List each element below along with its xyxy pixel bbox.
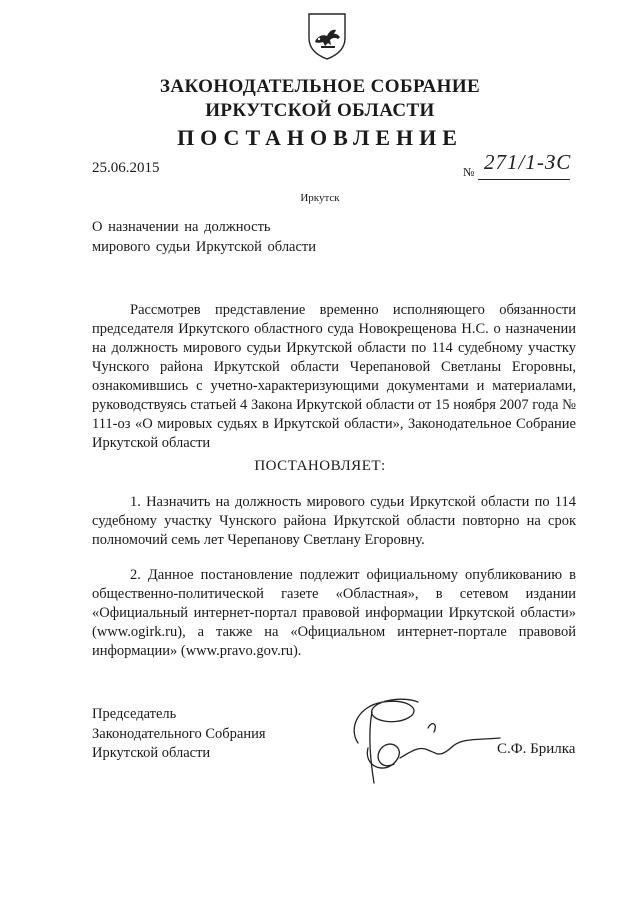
intro-paragraph: Рассмотрев представление временно исполняющего обязанности председателя Иркутского областного суда Новокрещенова Н.С. о назначении на должность мирового судьи Иркутской области по 114 судебному участку Чунского района Иркутской области Черепановой Светланы Егоровны, ознакомившись с учетно-характеризующими документами и материалами, руководствуясь статьей 4 Закона Иркутской области от 15 ноября 2007 года № 111-оз «О мировых судьях в Иркутской области», Законодательное Собрание Иркутской области (92, 302, 576, 451)
document-type-title: ПОСТАНОВЛЕНИЕ (177, 125, 463, 150)
handwritten-signature-icon (328, 688, 504, 788)
city-name: Иркутск (300, 192, 340, 204)
signatory-title-line3: Иркутской области (92, 745, 211, 761)
document-number: 271/1-ЗС (484, 150, 572, 174)
signatory-title (92, 705, 266, 764)
organization-title-line1: ЗАКОНОДАТЕЛЬНОЕ СОБРАНИЕ (159, 76, 481, 97)
number-sign: № (463, 165, 475, 179)
document-subject: О назначении на должность мирового судьи Иркутской области (92, 219, 317, 255)
resolution-point-1: 1. Назначить на должность мирового судьи Иркутской области по 114 судебному участку Чунского района Иркутской области повторно на срок полномочий семь лет Черепанову Светлану Егоровну. (92, 494, 576, 548)
coat-of-arms-icon (307, 12, 347, 60)
resolves-heading: ПОСТАНОВЛЯЕТ: (254, 458, 386, 474)
signatory-title-line1: Председатель (92, 706, 177, 722)
number-underline (478, 179, 570, 180)
organization-title-line2: ИРКУТСКОЙ ОБЛАСТИ (205, 100, 435, 121)
signatory-title-line2: Законодательного Собрания (92, 725, 266, 742)
resolution-point-2: 2. Данное постановление подлежит официальному опубликованию в общественно-политической газете «Областная», в сетевом издании «Официальный интернет-портал правовой информации Иркутской области» (www.ogirk.ru), а также на «Официальном интернет-портале правовой информации» (www.pravo.gov.ru). (92, 567, 576, 659)
document-date: 25.06.2015 (92, 160, 160, 176)
signatory-name: С.Ф. Брилка (497, 741, 576, 757)
